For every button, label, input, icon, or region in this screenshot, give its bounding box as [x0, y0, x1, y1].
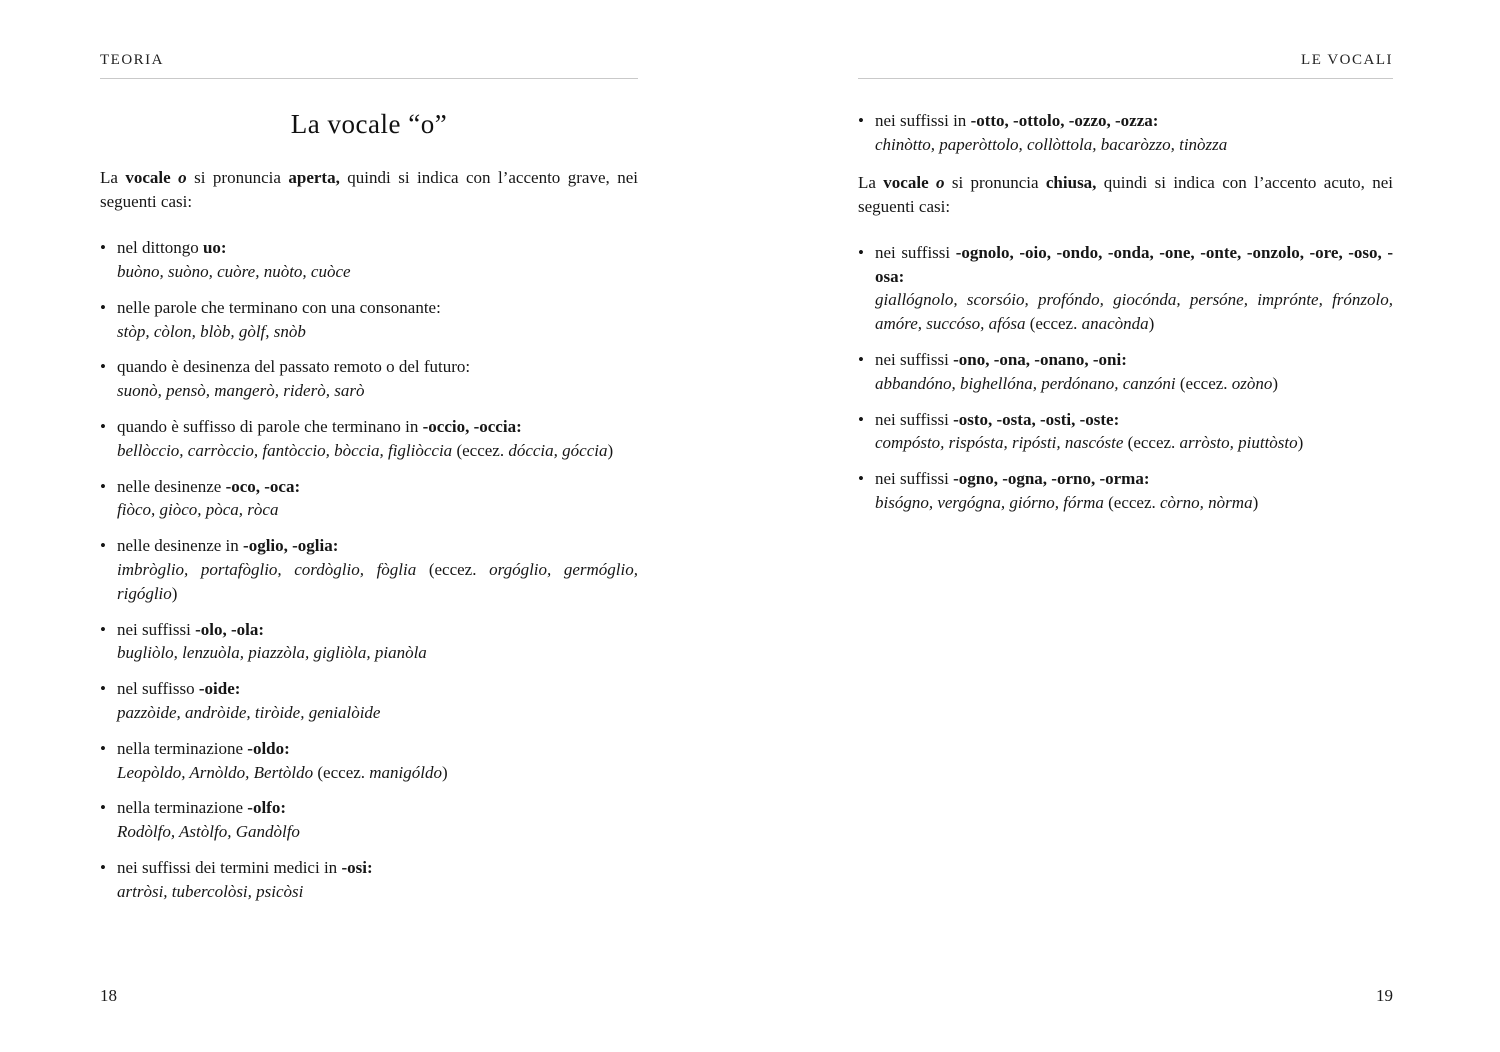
list-item-content: [117, 796, 638, 844]
item-examples-text: suonò, pensò, mangerò, riderò, sarò: [117, 381, 365, 401]
running-head-label: TEORIA: [100, 52, 164, 68]
list-item-content: [117, 415, 638, 463]
list-item: [858, 467, 1393, 515]
list-item: [100, 236, 638, 284]
item-rule-text: nella terminazione -olfo:: [117, 798, 286, 818]
item-rule-text: nelle parole che terminano con una consonante:: [117, 297, 441, 317]
list-item-content: [875, 467, 1393, 515]
list-item: [100, 796, 638, 844]
list-item: [858, 109, 1393, 157]
item-rule-text: nelle desinenze in -oglio, -oglia:: [117, 536, 339, 556]
list-item-content: [117, 355, 638, 403]
bullet-icon: •: [100, 857, 106, 877]
bullet-icon: •: [100, 619, 106, 639]
item-rule-text: quando è desinenza del passato remoto o del futuro:: [117, 357, 471, 377]
intro-paragraph-chiusa: La vocale o si pronuncia chiusa, quindi si indica con l’accento acuto, nei seguenti casi:: [858, 172, 1393, 216]
page-title: La vocale “o”: [290, 109, 448, 139]
item-examples-text: bugliòlo, lenzuòla, piazzòla, gigliòla, pianòla: [117, 643, 427, 663]
list-item: [100, 737, 638, 785]
list-item-content: [117, 236, 638, 284]
running-head-label: LE VOCALI: [1301, 52, 1393, 68]
list-item: [858, 408, 1393, 456]
bullet-list-left: [100, 236, 638, 903]
item-examples-text: abbandóno, bighellóna, perdónano, canzóni (eccez. ozòno): [875, 373, 1279, 393]
item-examples-text: artròsi, tubercolòsi, psicòsi: [117, 881, 304, 901]
item-examples-text: giallógnolo, scorsóio, profóndo, giocónda, persóne, imprónte, frónzolo, amóre, succóso, afósa (eccez. anacònda): [875, 290, 1393, 334]
bullet-icon: •: [858, 350, 864, 370]
item-examples-text: pazzòide, andròide, tiròide, genialòide: [117, 703, 381, 722]
bullet-icon: •: [858, 469, 864, 489]
list-item: [100, 618, 638, 666]
item-rule-text: nel suffisso -oide:: [117, 679, 241, 699]
list-item-content: [875, 241, 1393, 336]
list-item: [858, 348, 1393, 396]
bullet-list-right: [858, 241, 1393, 515]
item-rule-text: nei suffissi -ogno, -ogna, -orno, -orma:: [875, 469, 1150, 489]
bullet-icon: •: [100, 536, 106, 556]
item-rule-text: nel dittongo uo:: [117, 238, 227, 258]
item-rule-text: nei suffissi dei termini medici in -osi:: [117, 857, 373, 877]
list-item-content: [117, 618, 638, 666]
list-item: [858, 241, 1393, 336]
bullet-icon: •: [100, 417, 106, 437]
list-item-content: [117, 737, 638, 785]
item-examples-text: Leopòldo, Arnòldo, Bertòldo (eccez. manigóldo): [117, 762, 448, 782]
page-number-right: 19: [1376, 986, 1393, 1005]
list-item-content: [117, 677, 638, 725]
intro-paragraph-aperta: La vocale o si pronuncia aperta, quindi si indica con l’accento grave, nei seguenti casi:: [100, 168, 638, 212]
list-item: [100, 415, 638, 463]
item-examples-text: compósto, rispósta, ripósti, nascóste (eccez. arròsto, piuttòsto): [875, 433, 1304, 453]
list-item: [100, 355, 638, 403]
list-item: [100, 856, 638, 904]
bullet-icon: •: [100, 679, 106, 699]
item-rule-text: nelle desinenze -oco, -oca:: [117, 476, 301, 496]
item-examples-text: stòp, còlon, blòb, gòlf, snòb: [117, 321, 306, 341]
page-right: [750, 0, 1500, 1052]
list-item-content: [875, 109, 1393, 157]
list-item-content: [117, 856, 638, 904]
bullet-icon: •: [858, 111, 864, 130]
list-item-content: [117, 296, 638, 344]
bullet-icon: •: [100, 357, 106, 377]
item-examples-text: Rodòlfo, Astòlfo, Gandòlfo: [117, 822, 300, 842]
list-item: [100, 534, 638, 605]
list-item-content: [117, 534, 638, 605]
list-item: [100, 296, 638, 344]
running-head-teoria: [100, 52, 638, 79]
item-examples-text: chinòtto, paperòttolo, collòttola, bacaròzzo, tinòzza: [875, 134, 1228, 154]
item-rule-text: nei suffissi -osto, -osta, -osti, -oste:: [875, 409, 1120, 429]
bullet-icon: •: [858, 409, 864, 429]
bullet-icon: •: [100, 238, 106, 258]
bullet-icon: •: [100, 476, 106, 496]
item-examples-text: bellòccio, carròccio, fantòccio, bòccia, figliòccia (eccez. dóccia, góccia): [117, 440, 614, 460]
list-item: [100, 677, 638, 725]
item-rule-text: nei suffissi -ognolo, -oio, -ondo, -onda, -one, -onte, -onzolo, -ore, -oso, -osa:: [875, 242, 1393, 286]
running-head-le-vocali: [858, 52, 1393, 79]
bullet-icon: •: [858, 242, 864, 262]
item-examples-text: buòno, suòno, cuòre, nuòto, cuòce: [117, 262, 351, 282]
item-rule-text: nella terminazione -oldo:: [117, 738, 290, 758]
item-examples-text: fiòco, giòco, pòca, ròca: [117, 500, 279, 520]
bullet-icon: •: [100, 798, 106, 818]
item-rule-text: nei suffissi -olo, -ola:: [117, 619, 265, 639]
item-rule-text: nei suffissi -ono, -ona, -onano, -oni:: [875, 350, 1127, 370]
item-examples-text: bisógno, vergógna, giórno, fórma (eccez. còrno, nòrma): [875, 493, 1259, 513]
item-examples-text: imbròglio, portafòglio, cordòglio, fòglia (eccez. orgóglio, germóglio, rigóglio): [117, 560, 638, 603]
list-item-content: [875, 348, 1393, 396]
list-item-content: [117, 475, 638, 523]
list-item-content: [875, 408, 1393, 456]
item-rule-text: nei suffissi in -otto, -ottolo, -ozzo, -ozza:: [875, 111, 1159, 130]
bullet-list-continuation: [858, 109, 1393, 157]
list-item: [100, 475, 638, 523]
bullet-icon: •: [100, 738, 106, 758]
page-number-left: 18: [100, 986, 117, 1005]
bullet-icon: •: [100, 297, 106, 317]
item-rule-text: quando è suffisso di parole che terminano in -occio, -occia:: [117, 417, 522, 437]
